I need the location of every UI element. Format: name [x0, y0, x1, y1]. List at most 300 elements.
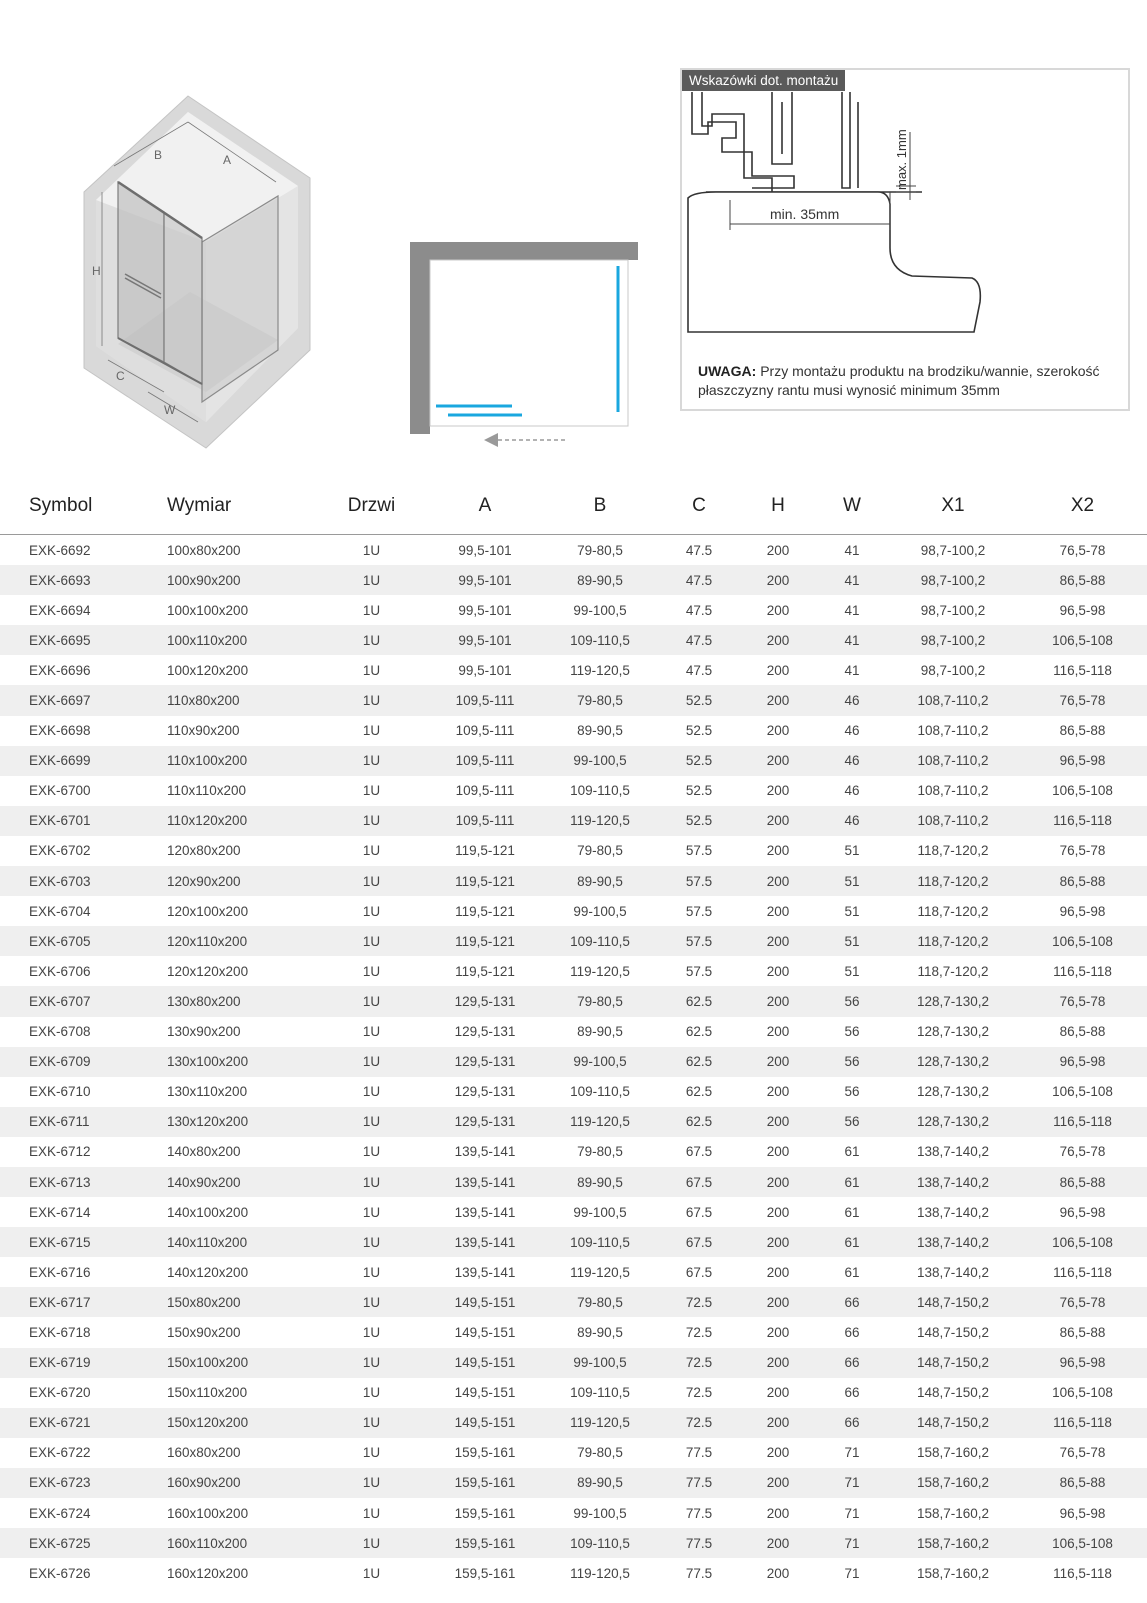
header-c: C	[658, 478, 740, 535]
cell-b: 89-90,5	[542, 1167, 658, 1197]
cell-wymiar: 110x120x200	[167, 806, 315, 836]
table-row	[0, 1167, 1147, 1197]
cell-w: 56	[816, 1107, 888, 1137]
cell-w: 71	[844, 1505, 860, 1521]
cell-w: 71	[816, 1468, 888, 1498]
cell-symbol: EXK-6695	[0, 625, 167, 655]
cell-symbol: EXK-6713	[0, 1167, 167, 1197]
cell-w: 51	[844, 963, 860, 979]
cell-symbol: EXK-6725	[0, 1528, 167, 1558]
cell-c: 67.5	[685, 1204, 713, 1220]
cell-a: 119,5-121	[455, 963, 515, 979]
note-text: Przy montażu produktu na brodziku/wannie, szerokość płaszczyzny rantu musi wynosić minimum 35mm	[698, 363, 1100, 398]
cell-x2: 116,5-118	[1053, 963, 1112, 979]
cell-a: 129,5-131	[428, 1107, 542, 1137]
cell-w: 46	[844, 783, 860, 799]
dim-label-c: C	[116, 369, 125, 383]
cell-b: 79-80,5	[542, 1287, 658, 1317]
cell-drzwi: 1U	[362, 662, 381, 678]
cell-h: 200	[766, 843, 790, 859]
cell-x1: 108,7-110,2	[888, 685, 1018, 715]
cell-x1: 108,7-110,2	[888, 746, 1018, 776]
shower-3d-illustration	[78, 92, 318, 454]
cell-h: 200	[766, 903, 790, 919]
cell-c: 72.5	[685, 1324, 713, 1340]
cell-w: 51	[816, 866, 888, 896]
cell-x2: 86,5-88	[1018, 1468, 1147, 1498]
cell-symbol: EXK-6702	[29, 843, 91, 859]
cell-wymiar: 130x100x200	[167, 1047, 315, 1077]
cell-x2: 86,5-88	[1018, 1167, 1147, 1197]
cell-wymiar: 130x90x200	[167, 1024, 241, 1040]
cell-w: 66	[816, 1408, 888, 1438]
cell-x2: 96,5-98	[1018, 746, 1147, 776]
cell-h: 200	[766, 1324, 790, 1340]
cell-a: 119,5-121	[455, 903, 515, 919]
table-row	[0, 1077, 1147, 1107]
table-row	[0, 1438, 1147, 1468]
header-b: B	[542, 478, 658, 535]
cell-wymiar: 150x110x200	[167, 1385, 248, 1401]
cell-b: 119-120,5	[570, 1565, 630, 1581]
cell-h: 200	[740, 1468, 816, 1498]
header-x1: X1	[888, 478, 1018, 535]
cell-w: 61	[816, 1227, 888, 1257]
cell-wymiar: 160x110x200	[167, 1528, 315, 1558]
cell-w: 51	[844, 843, 860, 859]
cell-x1: 128,7-130,2	[916, 1084, 990, 1100]
cell-w: 51	[844, 903, 860, 919]
cell-wymiar: 110x80x200	[167, 685, 315, 715]
cell-x2: 106,5-108	[1052, 1385, 1113, 1401]
table-row	[0, 1468, 1147, 1498]
cell-a: 139,5-141	[428, 1227, 542, 1257]
note-warning-label: UWAGA:	[698, 363, 757, 379]
table-row	[0, 535, 1147, 566]
cell-symbol: EXK-6700	[29, 783, 91, 799]
cell-a: 149,5-151	[428, 1348, 542, 1378]
cell-x1: 128,7-130,2	[888, 1107, 1018, 1137]
cell-symbol: EXK-6712	[29, 1144, 91, 1160]
cell-a: 139,5-141	[428, 1167, 542, 1197]
cell-c: 57.5	[658, 926, 740, 956]
table-row	[0, 716, 1147, 746]
cell-symbol: EXK-6723	[0, 1468, 167, 1498]
cell-x2: 86,5-88	[1059, 1024, 1106, 1040]
cell-a: 159,5-161	[428, 1528, 542, 1558]
cell-b: 99-100,5	[573, 1204, 627, 1220]
cell-b: 79-80,5	[542, 685, 658, 715]
cell-symbol: EXK-6707	[0, 986, 167, 1016]
cell-c: 77.5	[685, 1565, 713, 1581]
cell-x1: 158,7-160,2	[888, 1468, 1018, 1498]
cell-symbol: EXK-6717	[0, 1287, 167, 1317]
table-header-row	[0, 478, 1147, 535]
cell-h: 200	[740, 806, 816, 836]
cell-a: 119,5-121	[428, 926, 542, 956]
cell-x2: 86,5-88	[1018, 866, 1147, 896]
cell-x2: 76,5-78	[1059, 1445, 1106, 1461]
cell-x2: 76,5-78	[1059, 1144, 1106, 1160]
cell-symbol: EXK-6711	[0, 1107, 167, 1137]
cell-x1: 158,7-160,2	[916, 1565, 990, 1581]
cell-symbol: EXK-6710	[29, 1084, 91, 1100]
cell-drzwi: 1U	[315, 1468, 428, 1498]
cell-drzwi: 1U	[362, 1324, 381, 1340]
cell-drzwi: 1U	[362, 1385, 381, 1401]
cell-symbol: EXK-6703	[0, 866, 167, 896]
cell-x2: 96,5-98	[1018, 1348, 1147, 1378]
min-35mm-label: min. 35mm	[770, 206, 840, 222]
cell-x1: 118,7-120,2	[917, 903, 989, 919]
table-row	[0, 806, 1147, 836]
cell-symbol: EXK-6716	[29, 1264, 91, 1280]
cell-w: 46	[816, 685, 888, 715]
cell-h: 200	[766, 1565, 790, 1581]
cell-h: 200	[766, 542, 790, 558]
cell-wymiar: 140x120x200	[167, 1264, 249, 1280]
cell-w: 66	[816, 1348, 888, 1378]
cell-x2: 106,5-108	[1018, 926, 1147, 956]
cell-x1: 128,7-130,2	[888, 986, 1018, 1016]
cell-w: 61	[844, 1264, 860, 1280]
cell-wymiar: 110x100x200	[167, 746, 315, 776]
cell-h: 200	[766, 1264, 790, 1280]
cell-x2: 96,5-98	[1059, 903, 1106, 919]
cell-h: 200	[766, 1204, 790, 1220]
cell-drzwi: 1U	[362, 963, 381, 979]
cell-drzwi: 1U	[362, 1204, 381, 1220]
cell-h: 200	[740, 866, 816, 896]
cell-a: 129,5-131	[428, 986, 542, 1016]
cell-symbol: EXK-6698	[29, 723, 91, 739]
cell-a: 109,5-111	[428, 685, 542, 715]
cell-c: 57.5	[685, 843, 713, 859]
table-row	[0, 1137, 1147, 1167]
cell-symbol: EXK-6693	[0, 565, 167, 595]
cell-c: 57.5	[685, 903, 713, 919]
cell-h: 200	[766, 723, 790, 739]
cell-x1: 118,7-120,2	[888, 926, 1018, 956]
table-row	[0, 565, 1147, 595]
cell-w: 66	[844, 1324, 860, 1340]
cell-a: 139,5-141	[454, 1264, 516, 1280]
cell-wymiar: 100x90x200	[167, 565, 315, 595]
cell-b: 89-90,5	[577, 1324, 623, 1340]
cell-x2: 86,5-88	[1059, 1324, 1106, 1340]
cell-wymiar: 160x90x200	[167, 1468, 315, 1498]
table-row	[0, 836, 1147, 866]
cell-c: 62.5	[658, 1107, 740, 1137]
cell-h: 200	[740, 926, 816, 956]
cell-drzwi: 1U	[362, 1084, 381, 1100]
cell-c: 52.5	[685, 783, 713, 799]
header-x2: X2	[1018, 478, 1147, 535]
cell-b: 99-100,5	[542, 1348, 658, 1378]
cell-drzwi: 1U	[362, 1144, 381, 1160]
cell-b: 99-100,5	[573, 903, 627, 919]
cell-a: 99,5-101	[458, 542, 512, 558]
cell-x2: 76,5-78	[1018, 986, 1147, 1016]
cell-b: 89-90,5	[542, 1468, 658, 1498]
cell-x1: 148,7-150,2	[888, 1348, 1018, 1378]
cell-h: 200	[766, 783, 790, 799]
table-row	[0, 655, 1147, 685]
cell-b: 109-110,5	[542, 1528, 658, 1558]
cell-x1: 148,7-150,2	[916, 1385, 990, 1401]
cell-drzwi: 1U	[315, 806, 428, 836]
cell-c: 67.5	[685, 1144, 713, 1160]
cell-drzwi: 1U	[315, 746, 428, 776]
cell-h: 200	[766, 1505, 790, 1521]
cell-h: 200	[740, 1047, 816, 1077]
cell-c: 57.5	[685, 963, 713, 979]
table-row	[0, 595, 1147, 625]
mounting-section-diagram	[682, 92, 1128, 354]
cell-a: 99,5-101	[458, 662, 512, 678]
cell-drzwi: 1U	[315, 1528, 428, 1558]
cell-x1: 98,7-100,2	[888, 565, 1018, 595]
cell-a: 139,5-141	[454, 1144, 516, 1160]
cell-wymiar: 140x100x200	[167, 1204, 249, 1220]
cell-h: 200	[740, 1287, 816, 1317]
cell-symbol: EXK-6722	[29, 1445, 91, 1461]
cell-x1: 108,7-110,2	[917, 783, 989, 799]
cell-wymiar: 110x110x200	[167, 783, 247, 799]
header-w: W	[816, 478, 888, 535]
cell-w: 46	[816, 806, 888, 836]
cell-h: 200	[766, 602, 790, 618]
cell-drzwi: 1U	[315, 685, 428, 715]
cell-a: 159,5-161	[454, 1445, 516, 1461]
cell-drzwi: 1U	[315, 1227, 428, 1257]
cell-drzwi: 1U	[315, 1408, 428, 1438]
cell-h: 200	[766, 1445, 790, 1461]
cell-drzwi: 1U	[315, 926, 428, 956]
cell-a: 129,5-131	[454, 1084, 516, 1100]
table-row	[0, 776, 1147, 806]
cell-b: 79-80,5	[577, 542, 623, 558]
cell-w: 61	[844, 1144, 860, 1160]
cell-b: 99-100,5	[573, 602, 627, 618]
cell-x1: 138,7-140,2	[888, 1167, 1018, 1197]
cell-b: 79-80,5	[577, 1445, 623, 1461]
mounting-note	[698, 362, 1123, 400]
table-body	[0, 535, 1147, 1589]
cell-x2: 96,5-98	[1018, 1047, 1147, 1077]
cell-c: 47.5	[658, 625, 740, 655]
cell-b: 89-90,5	[542, 565, 658, 595]
cell-h: 200	[740, 1107, 816, 1137]
cell-c: 57.5	[658, 866, 740, 896]
cell-b: 79-80,5	[542, 986, 658, 1016]
cell-x1: 98,7-100,2	[920, 542, 986, 558]
table-row	[0, 1348, 1147, 1378]
cell-x2: 106,5-108	[1018, 1227, 1147, 1257]
cell-x2: 76,5-78	[1059, 843, 1106, 859]
table-row	[0, 1047, 1147, 1077]
mounting-hints-panel	[680, 68, 1130, 411]
header-h: H	[740, 478, 816, 535]
cell-c: 72.5	[658, 1287, 740, 1317]
cell-x1: 118,7-120,2	[888, 866, 1018, 896]
cell-drzwi: 1U	[362, 1445, 381, 1461]
cell-h: 200	[766, 1024, 790, 1040]
cell-a: 109,5-111	[428, 746, 542, 776]
cell-wymiar: 150x120x200	[167, 1408, 315, 1438]
cell-a: 119,5-121	[455, 843, 515, 859]
cell-w: 71	[844, 1445, 860, 1461]
cell-drzwi: 1U	[315, 565, 428, 595]
table-row	[0, 1107, 1147, 1137]
cell-b: 109-110,5	[542, 926, 658, 956]
cell-a: 149,5-151	[454, 1324, 516, 1340]
cell-w: 46	[816, 746, 888, 776]
cell-drzwi: 1U	[362, 602, 381, 618]
cell-w: 41	[816, 565, 888, 595]
cell-x1: 138,7-140,2	[916, 1264, 990, 1280]
cell-wymiar: 100x100x200	[167, 602, 249, 618]
table-row	[0, 956, 1147, 986]
table-row	[0, 1378, 1147, 1408]
cell-wymiar: 160x80x200	[167, 1445, 241, 1461]
cell-symbol: EXK-6706	[29, 963, 91, 979]
cell-x1: 128,7-130,2	[916, 1024, 990, 1040]
cell-wymiar: 120x120x200	[167, 963, 249, 979]
cell-x2: 106,5-108	[1052, 1084, 1113, 1100]
cell-drzwi: 1U	[315, 1107, 428, 1137]
cell-symbol: EXK-6692	[29, 542, 91, 558]
cell-c: 62.5	[658, 986, 740, 1016]
cell-x1: 98,7-100,2	[920, 662, 986, 678]
cell-symbol: EXK-6714	[29, 1204, 91, 1220]
cell-wymiar: 100x80x200	[167, 542, 241, 558]
cell-h: 200	[766, 662, 790, 678]
cell-w: 56	[816, 986, 888, 1016]
cell-wymiar: 120x100x200	[167, 903, 249, 919]
cell-a: 129,5-131	[428, 1047, 542, 1077]
cell-x2: 116,5-118	[1053, 1565, 1112, 1581]
table-row	[0, 986, 1147, 1016]
cell-symbol: EXK-6718	[29, 1324, 91, 1340]
cell-w: 41	[844, 662, 860, 678]
cell-symbol: EXK-6699	[0, 746, 167, 776]
header-wymiar: Wymiar	[167, 478, 315, 535]
cell-symbol: EXK-6724	[29, 1505, 91, 1521]
cell-c: 47.5	[658, 565, 740, 595]
cell-w: 71	[816, 1528, 888, 1558]
cell-w: 56	[816, 1047, 888, 1077]
table-row	[0, 1287, 1147, 1317]
cell-wymiar: 150x90x200	[167, 1324, 241, 1340]
cell-x2: 116,5-118	[1018, 806, 1147, 836]
cell-c: 67.5	[658, 1227, 740, 1257]
dimensions-table	[0, 478, 1147, 1588]
cell-x2: 116,5-118	[1053, 1264, 1112, 1280]
cell-c: 72.5	[658, 1348, 740, 1378]
cell-drzwi: 1U	[362, 1565, 381, 1581]
cell-wymiar: 130x120x200	[167, 1107, 315, 1137]
cell-drzwi: 1U	[362, 783, 381, 799]
cell-drzwi: 1U	[315, 1167, 428, 1197]
cell-b: 119-120,5	[570, 662, 630, 678]
cell-x1: 158,7-160,2	[888, 1528, 1018, 1558]
cell-b: 109-110,5	[542, 625, 658, 655]
cell-wymiar: 150x100x200	[167, 1348, 315, 1378]
diagram-area	[0, 0, 1147, 470]
cell-x1: 98,7-100,2	[888, 625, 1018, 655]
cell-w: 46	[844, 723, 860, 739]
cell-a: 99,5-101	[428, 625, 542, 655]
dim-label-b: B	[154, 148, 163, 162]
cell-w: 61	[844, 1204, 860, 1220]
header-a: A	[428, 478, 542, 535]
cell-a: 119,5-121	[428, 866, 542, 896]
cell-b: 119-120,5	[570, 1264, 630, 1280]
table-row	[0, 1317, 1147, 1347]
cell-x1: 128,7-130,2	[888, 1047, 1018, 1077]
max-1mm-label: max. 1mm	[894, 129, 909, 190]
cell-b: 99-100,5	[573, 1505, 627, 1521]
cell-x2: 86,5-88	[1018, 565, 1147, 595]
cell-h: 200	[766, 963, 790, 979]
cell-b: 109-110,5	[570, 1084, 630, 1100]
plan-view-diagram	[410, 240, 642, 455]
table-row	[0, 1227, 1147, 1257]
cell-h: 200	[740, 746, 816, 776]
cell-wymiar: 160x120x200	[167, 1565, 249, 1581]
cell-b: 119-120,5	[542, 1408, 658, 1438]
hint-title: Wskazówki dot. montażu	[682, 70, 845, 91]
cell-c: 52.5	[658, 746, 740, 776]
cell-c: 72.5	[658, 1408, 740, 1438]
cell-b: 109-110,5	[542, 1227, 658, 1257]
cell-a: 109,5-111	[455, 783, 515, 799]
cell-wymiar: 140x90x200	[167, 1167, 315, 1197]
cell-drzwi: 1U	[362, 723, 381, 739]
cell-wymiar: 130x80x200	[167, 986, 315, 1016]
cell-drzwi: 1U	[315, 1287, 428, 1317]
cell-h: 200	[740, 1408, 816, 1438]
cell-w: 41	[844, 542, 860, 558]
cell-x1: 148,7-150,2	[888, 1408, 1018, 1438]
cell-symbol: EXK-6721	[0, 1408, 167, 1438]
cell-symbol: EXK-6726	[29, 1565, 91, 1581]
cell-drzwi: 1U	[315, 1047, 428, 1077]
cell-wymiar: 140x80x200	[167, 1144, 241, 1160]
cell-x1: 138,7-140,2	[888, 1227, 1018, 1257]
cell-b: 79-80,5	[577, 1144, 623, 1160]
dim-label-h: H	[92, 264, 101, 278]
cell-wymiar: 160x100x200	[167, 1505, 249, 1521]
cell-x1: 108,7-110,2	[917, 723, 989, 739]
cell-x2: 76,5-78	[1059, 542, 1106, 558]
cell-w: 66	[844, 1385, 860, 1401]
cell-wymiar: 120x110x200	[167, 926, 315, 956]
cell-wymiar: 140x110x200	[167, 1227, 315, 1257]
cell-h: 200	[740, 1528, 816, 1558]
table-row	[0, 1257, 1147, 1287]
cell-drzwi: 1U	[362, 1264, 381, 1280]
table-row	[0, 1017, 1147, 1047]
cell-x1: 138,7-140,2	[916, 1204, 990, 1220]
cell-c: 62.5	[685, 1024, 713, 1040]
cell-symbol: EXK-6709	[0, 1047, 167, 1077]
cell-c: 67.5	[685, 1264, 713, 1280]
cell-c: 52.5	[658, 806, 740, 836]
cell-x2: 106,5-108	[1018, 625, 1147, 655]
cell-w: 56	[844, 1024, 860, 1040]
